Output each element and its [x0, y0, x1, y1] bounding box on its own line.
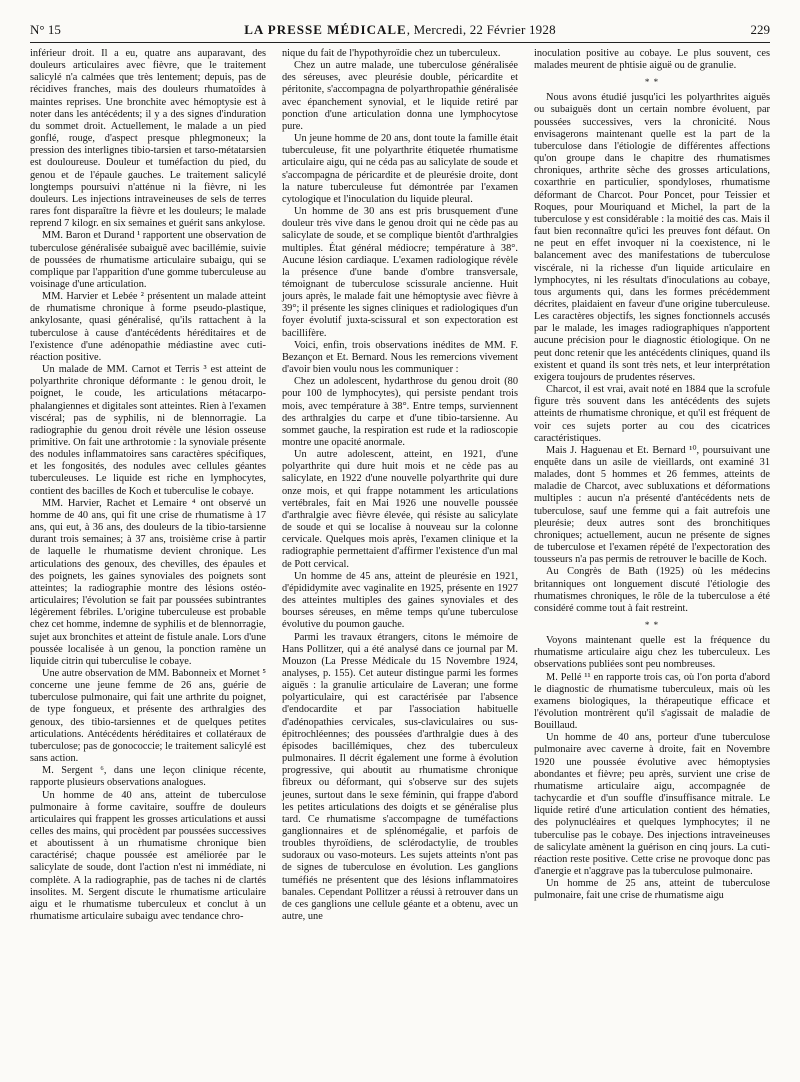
page-number-left: N° 15 [30, 22, 61, 37]
paragraph: Charcot, il est vrai, avait noté en 1884 que la scrofule figure très souvent dans les antécédents des sujets atteints de rhumatisme chronique, et qu'il est fréquent de voir ces sujets porter au cou des cicatrices caractéristiques. [534, 384, 770, 444]
paragraph: Parmi les travaux étrangers, citons le mémoire de Hans Pollitzer, qui a été analysé dans ce journal par M. Mouzon (La Presse Médicale du 15 Novembre 1924, analyses, p. 155). Cet auteur distingue parmi les formes aiguës : la granulie articulaire de Laveran; une forme polyarticulaire, qui est caractérisée par l'absence d'endocardite et par l'association habituelle d'adénopathies cervicales, sus-claviculaires ou sus-épitrochléennes; des poussées d'arthralgie dues à des épisodes bacillémiques, chez des tuberculeux pulmonaires. Il décrit également une forme à évolution progressive, qui aboutit au rhumatisme chronique fibreux ou déformant, qui s'observe sur des sujets jeunes, surtout dans le sexe féminin, qui frappe d'abord les petites articulations des doigts et se généralise plus tard. Ce rhumatisme s'accompagne de tuméfactions ganglionnaires et de splénomégalie, et parfois de troubles thyroïdiens, de sclérodactylie, de troubles sudoraux ou vaso-moteurs. Les sujets atteints n'ont pas de signes de tuberculose en évolution. Les ganglions tuméfiés ne présentent que des lésions inflammatoires banales. Cependant Pollitzer a réussi à retrouver dans un de ces ganglions une cellule géante et a obtenu, avec un autre, une [282, 631, 518, 923]
journal-title-line [30, 22, 770, 38]
journal-name: LA PRESSE MÉDICALE [244, 22, 407, 37]
column-3 [534, 48, 770, 902]
paragraph: MM. Baron et Durand ¹ rapportent une observation de tuberculose généralisée subaiguë avec bacillémie, suivie de poussées de rhumatisme articulaire subaigu, qui se complique par l'apparition d'une gomme tuberculeuse au voisinage d'une articulation. [30, 230, 266, 290]
paragraph: Une autre observation de MM. Babonneix et Mornet ⁵ concerne une jeune femme de 26 ans, guérie de tuberculose pulmonaire, qui fait une arthrite du poignet, de type fongueux, et présente des arthralgies des genoux, des tibio-tarsiennes et de quelques petites articulations. Antécédents héréditaires et collatéraux de tuberculose; pas de gonococcie; le traitement salicylé est sans action. [30, 667, 266, 765]
paragraph: inférieur droit. Il a eu, quatre ans auparavant, des douleurs articulaires avec fièvre, que le traitement salicylé n'a calmées que très lentement; depuis, pas de récidives franches, mais des douleurs rhumatoïdes à maintes reprises. Une bronchite avec hémoptysie est à noter dans les antécédents; il y a des signes d'induration du sommet droit. Actuellement, le malade a un pied gonflé, rouge, d'aspect presque phlegmoneux; la pression des interlignes tibio-tarsien et tarso-métatarsien est douloureuse. Douleur et tuméfaction du pied, du genou et de l'épaule gauches. Le traitement salicylé longtemps poursuivi n'atténue ni la fièvre, ni les douleurs. Les injections intraveineuses de sels de terres rares font disparaître la fièvre et les douleurs; le malade reprend 7 kilogr. en six semaines et guérit sans ankylose. [30, 48, 266, 230]
paragraph: M. Pellé ¹¹ en rapporte trois cas, où l'on porta d'abord le diagnostic de rhumatisme tuberculeux, mais où les examens biologiques, la thérapeutique efficace et l'évolution montrèrent qu'il s'agissait de maladie de Bouillaud. [534, 671, 770, 732]
paragraph: Un malade de MM. Carnot et Terris ³ est atteint de polyarthrite chronique déformante : le genou droit, le poignet, le coude, les articulations métacarpo-phalangiennes et digitales sont atteintes. Rien à l'examen viscéral; pas de syphilis, ni de blennorragie. La radiographie du genou droit révèle une lésion osseuse primitive. On fait une arthrotomie : la synoviale présente des nodules inflammatoires sans caractères spécifiques, et les fongosités, des nodules avec cellules géantes tuberculeuses. Le liquide est riche en lymphocytes, contient des bacilles de Koch et tuberculise le cobaye. [30, 364, 266, 497]
paragraph: Un homme de 40 ans, atteint de tuberculose pulmonaire à forme cavitaire, souffre de douleurs articulaires qui frappent les grosses articulations et aussi celles des mains, qui procèdent par poussées successives et aboutissent à un rhumatisme chronique bien caractérisé; chaque poussée est améliorée par le salicylate de soude, dont l'action n'est ni immédiate, ni complète. A la radiographie, pas de taches ni de clartés insolites. M. Sergent discute le rhumatisme articulaire aigu et le rhumatisme tuberculeux et conclut à un rhumatisme articulaire subaigu avec tendance chro- [30, 789, 266, 923]
paragraph: Mais J. Haguenau et Et. Bernard ¹⁰, poursuivant une enquête dans un asile de vieillards, ont examiné 31 malades, dont 5 hommes et 26 femmes, atteints de maladie de Charcot, avec subluxations et déformations multiples : aucun n'a présenté d'antécédents nets de tuberculose, sauf une femme qui a fait autrefois une pleurésie; deux autres sont des bronchitiques chroniques; actuellement, aucun ne présente de signes de tuberculose et l'examen répété de l'expectoration des tousseurs n'a pas permis de retrouver le bacille de Koch. [534, 444, 770, 566]
paragraph: Un jeune homme de 20 ans, dont toute la famille était tuberculeuse, fit une polyarthrite étiquetée rhumatisme articulaire aigu, qui ne céda pas au salicylate de soude et s'accompagna de péricardite et de pleurésie droite, dont la nature tuberculeuse fut démontrée par l'examen cytologique et l'inoculation du liquide pleural. [282, 133, 518, 205]
paragraph: M. Sergent ⁶, dans une leçon clinique récente, rapporte plusieurs observations analogues. [30, 765, 266, 789]
paragraph: Un homme de 25 ans, atteint de tuberculose pulmonaire, fait une crise de rhumatisme aigu [534, 878, 770, 902]
paragraph: Voici, enfin, trois observations inédites de MM. F. Bezançon et Et. Bernard. Nous les remercions vivement d'avoir bien voulu nous les communiquer : [282, 339, 518, 376]
page-number-right: 229 [750, 22, 770, 37]
paragraph: Un homme de 30 ans est pris brusquement d'une douleur très vive dans le genou droit qui ne cède pas au salicylate de soude, et se complique bientôt d'arthralgies multiples. État général médiocre; température à 38°. Aucune lésion cardiaque. L'examen radiologique révèle la présence d'une bande d'ombre transversale, témoignant de tuberculose scissurale ancienne. Huit jours après, le malade fait une hémoptysie avec fièvre à 39°; il présente les signes cliniques et radiologiques d'un foyer évolutif juxta-scissural et son expectoration est bacillifère. [282, 206, 518, 339]
section-separator: * * [644, 77, 660, 88]
paragraph: Chez un autre malade, une tuberculose généralisée des séreuses, avec pleurésie double, péricardite et péritonite, s'accompagna de polyarthropathie généralisée avec épanchement synovial, et le liquide retiré par ponction d'une articulation donna une lymphocytose pure. [282, 60, 518, 132]
paragraph: Voyons maintenant quelle est la fréquence du rhumatisme articulaire aigu chez les tuberculeux. Les observations publiées sont peu nombreuses. [534, 635, 770, 671]
column-2 [282, 48, 518, 923]
paragraph: Un homme de 40 ans, porteur d'une tuberculose pulmonaire avec caverne à droite, fait en Novembre 1920 une poussée évolutive avec hémoptysies abondantes et fièvre; peu après, survient une crise de rhumatisme articulaire aigu, accompagnée de tachycardie et d'un souffle d'insuffisance mitrale. Le liquide retiré d'une articulation contient des hématies, des polynucléaires et quelques lymphocytes; il ne tuberculise pas le cobaye. Des injections intraveineuses de salicylate amènent la guérison en cinq jours. La cuti-réaction reste positive. Cette crise ne provoque donc pas d'anergie et n'aggrave pas la tuberculose pulmonaire. [534, 732, 770, 877]
paragraph: Un homme de 45 ans, atteint de pleurésie en 1921, d'épididymite avec vaginalite en 1925, présente en 1927 des atteintes multiples des gaines synoviales et des bourses séreuses, en même temps qu'une tuberculose évolutive du poumon gauche. [282, 570, 518, 631]
article-body [30, 48, 770, 1068]
section-separator: * * [644, 620, 660, 631]
paragraph: Un autre adolescent, atteint, en 1921, d'une polyarthrite qui dure huit mois et ne cède pas au salicylate, en 1922 d'une nouvelle polyarthrite qui dure onze mois, et qui frappe notamment les articulations vertébrales, fait en Mai 1926 une nouvelle poussée d'arthralgie avec fièvre élevée, qui résiste au salicylate de soude et qui se localise à nouveau sur la colonne cervicale. Quelques mois après, l'examen clinique et la radiographie permettaient d'affirmer l'existence d'un mal de Pott cervical. [282, 449, 518, 570]
paragraph: MM. Harvier, Rachet et Lemaire ⁴ ont observé un homme de 40 ans, qui fit une crise de rhumatisme à 17 ans, qui eut, à 36 ans, des douleurs de la tibio-tarsienne durant trois semaines; à 37 ans, troisième crise à partir de laquelle le rhumatisme devient chronique. Les articulations des genoux, des chevilles, des épaules et des poignets, les gaines synoviales des poignets sont atteintes; la radiographie montre des lésions ostéo-articulaires; l'évolution se fait par poussées subintrantes légèrement fébriles. L'origine tuberculeuse est probable chez cet homme, indemne de syphilis et de blennorragie, sujet aux bronchites et atteint de fistule anale. Lors d'une poussée localisée à un genou, la ponction ramène un liquide citrin qui tuberculise le cobaye. [30, 497, 266, 667]
paragraph: Nous avons étudié jusqu'ici les polyarthrites aiguës ou subaiguës dont un certain nombre évoluent, par poussées successives, vers la chronicité. Nous envisagerons maintenant quelle est la part de la tuberculose dans l'étiologie de différentes affections qu'on groupe dans le chapitre des rhumatismes chroniques, arthrite sèche des grosses articulations, coxarthrie en particulier, spondyloses, rhumatisme déformant de Charcot. Pour Poncet, pour Teissier et Roques, pour Mouriquand et Michel, la part de la tuberculose y est considérable : la moitié des cas. Mais il faut bien reconnaître qu'ici les preuves font défaut. On ne peut en effet invoquer ni la coexistence, ni le balancement avec des manifestations de tuberculose viscérale, ni la richesse d'un liquide articulaire en lymphocytes, ni les résultats d'inoculations au cobaye, tous arguments qui, dans les formes précédemment décrites, plaidaient en faveur d'une origine tuberculeuse. Les caractères objectifs, les signes fonctionnels accusés par le malade, les images radiographiques n'apportent aucune précision pour le diagnostic étiologique. On ne peut donc retenir que les antécédents cliniques, quand ils existent et quand ils sont très nets, et leur interprétation exigera toujours de prudentes réserves. [534, 92, 770, 383]
paragraph: inoculation positive au cobaye. Le plus souvent, ces malades meurent de phtisie aiguë ou de granulie. [534, 48, 770, 72]
paragraph: Chez un adolescent, hydarthrose du genou droit (80 pour 100 de lymphocytes), qui persiste pendant trois mois, avec température à 38°. Entre temps, surviennent des arthralgies du carpe et d'une tibio-tarsienne. Au sommet gauche, la respiration est rude et la radioscopie montre une opacité anormale. [282, 376, 518, 448]
paragraph: nique du fait de l'hypothyroïdie chez un tuberculeux. [282, 48, 501, 59]
running-header [30, 22, 770, 40]
issue-date: , Mercredi, 22 Février 1928 [406, 22, 556, 37]
paragraph: MM. Harvier et Lebée ² présentent un malade atteint de rhumatisme chronique à forme pseudo-plastique, ankylosante, quasi généralisé, qu'ils rattachent à la tuberculose à cause d'antécédents héréditaires et de l'existence d'une adénopathie médiastine avec cuti-réaction positive. [30, 291, 266, 363]
paragraph: Au Congrès de Bath (1925) où les médecins britanniques ont longuement discuté l'étiologie des rhumatismes chroniques, le rôle de la tuberculose a été considéré comme tout à fait restreint. [534, 566, 770, 614]
header-rule [30, 42, 770, 43]
column-1 [30, 48, 266, 923]
